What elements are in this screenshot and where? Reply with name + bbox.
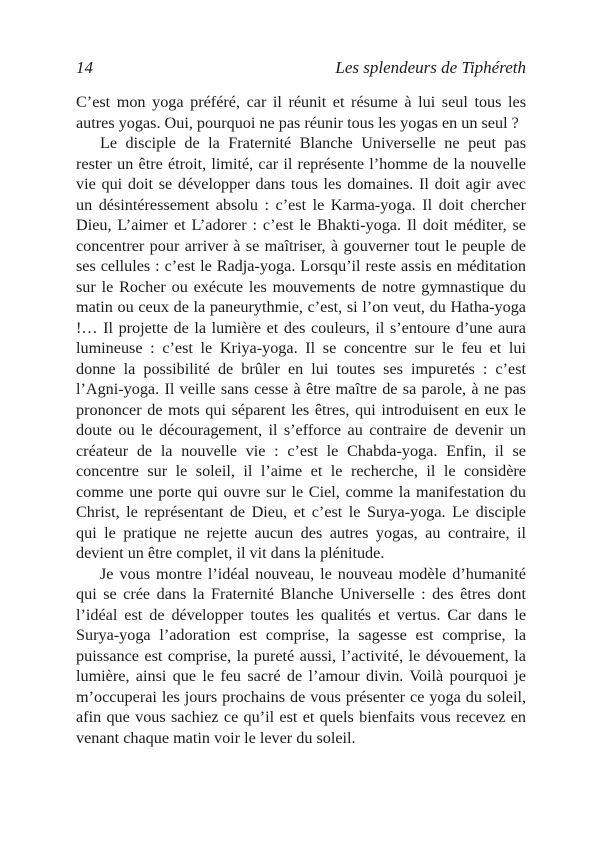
book-title: Les splendeurs de Tiphéreth: [335, 58, 526, 77]
paragraph-1: C’est mon yoga préféré, car il réunit et résume à lui seul tous les autres yogas. Oui, pourquoi ne pas réunir tous les yogas en un seul ?: [76, 93, 526, 132]
body-text: [76, 92, 526, 748]
page-number: 14: [76, 58, 93, 77]
paragraph-2: Le disciple de la Fraternité Blanche Universelle ne peut pas rester un être étroit, limité, car il représente l’homme de la nouvelle vie qui doit se développer dans tous les domaines. Il doit agir avec un désintéressement absolu : c’est le Karma-yoga. Il doit chercher Dieu, L’aimer et L’adorer : c’est le Bhakti-yoga. Il doit méditer, se concentrer pour arriver à se maîtriser, à gouverner tout le peuple de ses cellules : c’est le Radja-yoga. Lorsqu’il reste assis en méditation sur le Rocher ou exécute les mouvements de notre gymnastique du matin ou ceux de la paneurythmie, c’est, si l’on veut, du Hatha-yoga !… Il projette de la lumière et des couleurs, il s’entoure d’une aura lumineuse : c’est le Kriya-yoga. Il se concentre sur le feu et lui donne la possibilité de brûler en lui toutes ses impuretés : c’est l’Agni-yoga. Il veille sans cesse à être maître de sa parole, à ne pas prononcer de mots qui séparent les êtres, qui introduisent en eux le doute ou le découragement, il s’efforce au contraire de devenir un créateur de la nouvelle vie : c’est le Chabda-yoga. Enfin, il se concentre sur le soleil, il l’aime et le recherche, il le considère comme une porte qui ouvre sur le Ciel, comme la manifestation du Christ, le représentant de Dieu, et c’est le Surya-yoga. Le disciple qui le pratique ne rejette aucun des autres yogas, au contraire, il devient un être complet, il vit dans la plénitude.: [76, 134, 526, 562]
running-head: [76, 56, 526, 80]
paragraph-3: Je vous montre l’idéal nouveau, le nouveau modèle d’humanité qui se crée dans la Fraternité Blanche Universelle : des êtres dont l’idéal est de développer toutes les qualités et vertus. Car dans le Surya-yoga l’adoration est comprise, la sagesse est comprise, la puissance est comprise, la pureté aussi, l’activité, le dévouement, la lumière, ainsi que le feu sacré de l’amour divin. Voilà pourquoi je m’occuperai les jours prochains de vous présenter ce yoga du soleil, afin que vous sachiez ce qu’il est et quels bienfaits vous recevez en venant chaque matin voir le lever du soleil.: [76, 564, 526, 747]
